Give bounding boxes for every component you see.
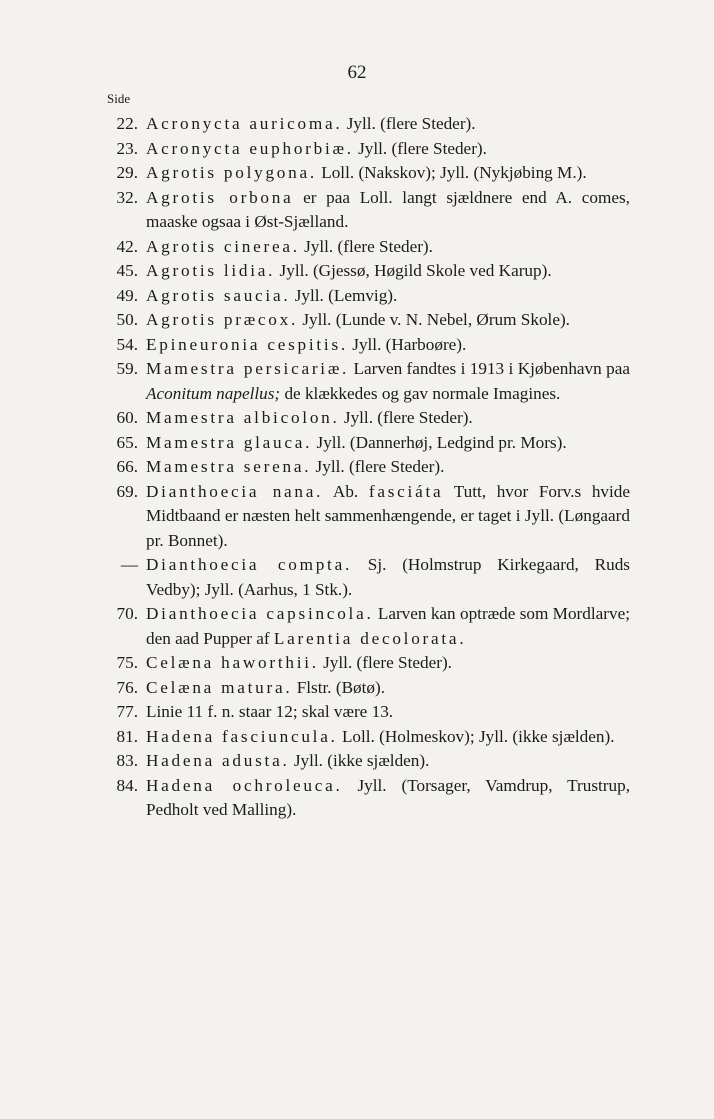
entry-note-end: Tutt, hvor Forv.s hvide Midtbaand er næsten helt sammenhængende, er taget i Jyll. (Løngaard pr. Bonnet). [146, 481, 631, 550]
entry-note: Loll. (Nakskov); Jyll. (Nykjøbing M.). [316, 163, 587, 182]
page-ref: 75. [116, 653, 138, 672]
list-item [100, 480, 630, 554]
species-name: Dianthoecia nana. [146, 481, 324, 501]
page-ref: 69. [116, 481, 138, 501]
species-name: Epineuronia cespitis. [146, 334, 348, 354]
page-ref: 45. [116, 261, 138, 280]
species-name: Mamestra albicolon. [146, 408, 340, 427]
list-item [100, 357, 630, 406]
entry-text [146, 431, 630, 456]
species-name: Agrotis saucia. [146, 285, 291, 305]
species-name: Dianthoecia compta. [146, 555, 352, 574]
page-ref: 29. [116, 163, 138, 182]
entry-note: Jyll. (flere Steder). [318, 653, 452, 672]
page-ref: 76. [116, 677, 138, 697]
list-item [100, 112, 630, 137]
list-item [100, 406, 630, 431]
page-ref: 22. [116, 114, 138, 133]
entry-text [146, 112, 630, 137]
list-item [100, 259, 630, 284]
species-name: Agrotis præcox. [146, 310, 299, 329]
species-name: Mamestra persicariæ. [146, 359, 350, 378]
page-ref: 84. [116, 775, 138, 795]
species-name: Mamestra serena. [146, 457, 312, 476]
entry-text [146, 284, 630, 309]
entry-note: Linie 11 f. n. staar 12; skal være 13. [146, 702, 394, 721]
entry-text [146, 235, 630, 260]
entry-text [146, 602, 630, 651]
entry-note: Jyll. (Torsager, Vamdrup, Trustrup, Pedholt ved Malling). [146, 775, 630, 819]
entry-text [146, 259, 630, 284]
list-item [100, 651, 630, 676]
entry-text [146, 676, 630, 701]
species-name: Agrotis orbona [146, 187, 294, 207]
page-ref: 66. [116, 457, 138, 476]
species-name: Hadena adusta. [146, 751, 290, 770]
page-ref: 49. [116, 285, 138, 305]
species-list [100, 112, 630, 823]
entry-note-end: de klækkedes og gav normale Imagines. [280, 383, 561, 403]
entry-note: Jyll. (Dannerhøj, Ledgind pr. Mors). [312, 432, 567, 452]
side-column-label: Side [107, 91, 131, 106]
page-ref: 50. [116, 310, 138, 329]
entry-text [146, 480, 630, 554]
list-item [100, 161, 630, 186]
entry-text [146, 725, 630, 750]
entry-note: Jyll. (Lunde v. N. Nebel, Ørum Skole). [298, 310, 570, 329]
entry-note: Jyll. (flere Steder). [353, 138, 487, 158]
list-item [100, 137, 630, 162]
list-item [100, 186, 630, 235]
page-ref: 59. [116, 359, 138, 378]
page-ref: 32. [116, 187, 138, 207]
entry-note: Jyll. (flere Steder). [299, 236, 433, 256]
page-ref: 60. [116, 408, 138, 427]
list-item [100, 431, 630, 456]
entry-note: Jyll. (Gjessø, Høgild Skole ved Karup). [275, 261, 552, 280]
entry-text [146, 308, 630, 333]
entry-text [146, 161, 630, 186]
entry-note: Jyll. (Lemvig). [290, 285, 398, 305]
page-ref: — [120, 555, 138, 574]
page-ref: 65. [116, 432, 138, 452]
entry-text [146, 333, 630, 358]
entry-text [146, 137, 630, 162]
entry-text [146, 749, 630, 774]
entry-note: Larven fandtes i 1913 i Kjøbenhavn paa [349, 359, 630, 378]
entry-text [146, 406, 630, 431]
list-item [100, 235, 630, 260]
entry-text [146, 651, 630, 676]
entry-note: Jyll. (flere Steder). [342, 114, 476, 133]
species-name: Celæna matura. [146, 677, 293, 697]
entry-note: Jyll. (flere Steder). [339, 408, 473, 427]
entry-note: er paa Loll. langt sjældnere end A. comes, maaske ogsaa i Øst-Sjælland. [146, 187, 630, 231]
italic-plant-name: Aconitum napellus; [146, 383, 281, 403]
entry-note: Jyll. (flere Steder). [311, 457, 445, 476]
page-ref: 23. [116, 138, 138, 158]
species-name: Hadena fasciuncula. [146, 726, 338, 746]
list-item [100, 308, 630, 333]
list-item [100, 284, 630, 309]
species-name: Hadena ochroleuca. [146, 775, 343, 795]
species-name: Dianthoecia capsincola. [146, 604, 374, 623]
list-item [100, 725, 630, 750]
page-ref: 70. [116, 604, 138, 623]
list-item [100, 700, 630, 725]
species-name: Celæna haworthii. [146, 653, 319, 672]
species-name: Acronycta euphorbiæ. [146, 138, 354, 158]
list-item [100, 774, 630, 823]
species-name: Agrotis polygona. [146, 163, 317, 182]
entry-note: Larven kan optræde som Mordlarve; den aad Pupper af [146, 604, 630, 648]
entry-text [146, 553, 630, 602]
species-name: Agrotis cinerea. [146, 236, 300, 256]
entry-note: Jyll. (ikke sjælden). [289, 751, 430, 770]
list-item [100, 749, 630, 774]
prey-species-name: Larentia decolorata. [273, 628, 467, 648]
entry-note: Sj. (Holmstrup Kirkegaard, Ruds Vedby); Jyll. (Aarhus, 1 Stk.). [146, 555, 630, 599]
entry-note: Jyll. (Harboøre). [347, 334, 467, 354]
list-item [100, 455, 630, 480]
page-number: 62 [347, 62, 367, 83]
species-name: Agrotis lidia. [146, 261, 276, 280]
entry-text [146, 186, 630, 235]
species-name: Mamestra glauca. [146, 432, 313, 452]
page-ref: 81. [116, 726, 138, 746]
list-item [100, 553, 630, 602]
entry-text [146, 455, 630, 480]
page-ref: 83. [116, 751, 138, 770]
list-item [100, 333, 630, 358]
entry-text [146, 357, 630, 406]
species-name: Acronycta auricoma. [146, 114, 343, 133]
entry-text [146, 700, 630, 725]
page-ref: 77. [116, 702, 138, 721]
entry-note: Ab. [323, 481, 369, 501]
entry-note: Loll. (Holmeskov); Jyll. (ikke sjælden). [337, 726, 615, 746]
page-ref: 54. [116, 334, 138, 354]
aberration-name: fasciáta [368, 481, 444, 501]
entry-note: Flstr. (Bøtø). [292, 677, 386, 697]
list-item [100, 676, 630, 701]
entry-text [146, 774, 630, 823]
list-item [100, 602, 630, 651]
page-ref: 42. [116, 236, 138, 256]
